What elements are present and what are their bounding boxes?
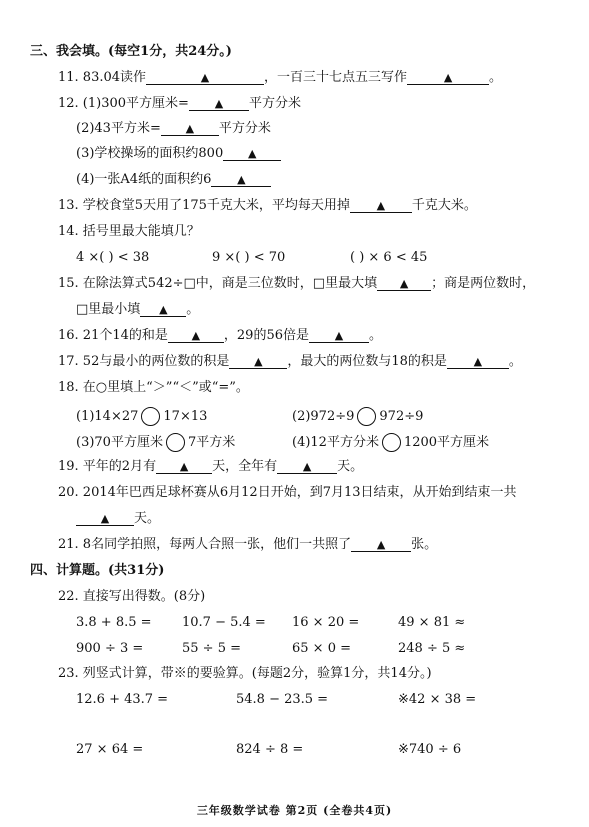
q19-text-a: 19. 平年的2月有 — [58, 459, 157, 474]
answer-blank[interactable] — [309, 328, 369, 343]
question-12-part3 — [76, 146, 281, 162]
q14-expr-1: 4 ×( ) < 38 — [76, 250, 150, 265]
q18-item-1 — [76, 407, 207, 426]
question-12-part1 — [58, 96, 301, 112]
answer-blank[interactable] — [211, 172, 271, 187]
q16-text-a: 16. 21个14的和是 — [58, 328, 168, 343]
question-15-line1 — [58, 276, 535, 292]
q11-text-a: 11. 83.04读作 — [58, 70, 147, 85]
q12-p2-text: (2)43平方米= — [76, 121, 161, 136]
answer-blank[interactable] — [189, 96, 249, 111]
question-11 — [58, 70, 502, 86]
q23-r2-c2: 824 ÷ 8 = — [236, 742, 304, 757]
q12-p2-unit: 平方分米 — [218, 121, 271, 136]
q12-p4-text: (4)一张A4纸的面积约6 — [76, 172, 212, 187]
question-19 — [58, 459, 363, 475]
q15-text-d: 。 — [186, 302, 200, 317]
question-12-part4 — [76, 172, 271, 188]
q12-p1-text: 12. (1)300平方厘米= — [58, 96, 189, 111]
compare-circle[interactable] — [141, 407, 160, 426]
q22-r2-c4: 248 ÷ 5 ≈ — [398, 641, 466, 656]
question-18-title: 18. 在○里填上“＞”“＜”或“=”。 — [58, 380, 249, 395]
q17-text-a: 17. 52与最小的两位数的积是 — [58, 354, 230, 369]
triangle-icon: ▲ — [376, 199, 386, 212]
q15-text-a: 15. 在除法算式542÷□中，商是三位数时，□里最大填 — [58, 276, 378, 291]
q17-text-c: 。 — [508, 354, 522, 369]
compare-circle[interactable] — [357, 407, 376, 426]
answer-blank[interactable] — [407, 70, 489, 85]
q14-expr-3: ( ) × 6 < 45 — [350, 250, 428, 265]
question-14-title: 14. 括号里最大能填几？ — [58, 224, 200, 239]
compare-circle[interactable] — [166, 433, 185, 452]
answer-blank[interactable] — [76, 511, 134, 526]
answer-blank[interactable] — [447, 354, 509, 369]
q17-text-b: ，最大的两位数与18的积是 — [287, 354, 447, 369]
question-23-title: 23. 列竖式计算，带※的要验算。(每题2分，验算1分，共14分。) — [58, 666, 432, 681]
q22-r2-c2: 55 ÷ 5 = — [182, 641, 241, 656]
triangle-icon: ▲ — [214, 97, 224, 110]
q23-r2-c3: ※740 ÷ 6 — [398, 742, 462, 757]
question-17 — [58, 354, 522, 370]
question-16 — [58, 328, 382, 344]
q21-text-b: 张。 — [411, 537, 438, 552]
q18-item-4 — [292, 433, 489, 452]
q22-r1-c2: 10.7 − 5.4 = — [182, 615, 266, 630]
answer-blank[interactable] — [351, 537, 411, 552]
triangle-icon: ▲ — [302, 460, 312, 473]
q14-expr-2: 9 ×( ) < 70 — [212, 250, 286, 265]
q16-text-b: ，29的56倍是 — [223, 328, 309, 343]
answer-blank[interactable] — [377, 276, 431, 291]
answer-blank[interactable] — [229, 354, 287, 369]
answer-blank[interactable] — [140, 302, 186, 317]
triangle-icon: ▲ — [200, 71, 210, 84]
q23-r1-c3: ※42 × 38 = — [398, 692, 477, 707]
triangle-icon: ▲ — [179, 460, 189, 473]
q19-text-b: 天，全年有 — [212, 459, 278, 474]
answer-blank[interactable] — [146, 70, 264, 85]
triangle-icon: ▲ — [399, 277, 409, 290]
q23-r1-c1: 12.6 + 43.7 = — [76, 692, 169, 707]
section3-title: 三、我会填。(每空1分，共24分。) — [30, 44, 232, 59]
q18-i4-left: (4)12平方分米 — [292, 435, 379, 450]
q11-text-c: 。 — [489, 70, 503, 85]
q11-text-b: ，一百三十七点五三写作 — [264, 70, 408, 85]
q15-text-c: □里最小填 — [76, 302, 141, 317]
page-footer: 三年级数学试卷 第2页 (全卷共4页) — [196, 804, 393, 817]
q12-p3-text: (3)学校操场的面积约800 — [76, 146, 224, 161]
q18-i2-left: (2)972÷9 — [292, 409, 355, 424]
question-15-line2 — [76, 302, 199, 318]
triangle-icon: ▲ — [334, 329, 344, 342]
q13-text-a: 13. 学校食堂5天用了175千克大米，平均每天用掉 — [58, 198, 350, 213]
q18-i3-left: (3)70平方厘米 — [76, 435, 163, 450]
q12-p1-unit: 平方分米 — [248, 96, 301, 111]
triangle-icon: ▲ — [237, 173, 246, 186]
question-20-line1: 20. 2014年巴西足球杯赛从6月12日开始，到7月13日结束，从开始到结束一共 — [58, 485, 517, 500]
answer-blank[interactable] — [223, 146, 281, 161]
q22-r2-c1: 900 ÷ 3 = — [76, 641, 144, 656]
q20-text-b: 天。 — [134, 511, 161, 526]
q19-text-c: 天。 — [337, 459, 364, 474]
answer-blank[interactable] — [168, 328, 224, 343]
q22-r2-c3: 65 × 0 = — [292, 641, 351, 656]
triangle-icon: ▲ — [159, 303, 168, 316]
triangle-icon: ▲ — [376, 538, 386, 551]
triangle-icon: ▲ — [185, 122, 195, 135]
q18-item-3 — [76, 433, 235, 452]
question-13 — [58, 198, 477, 214]
question-12-part2 — [76, 121, 271, 137]
q18-item-2 — [292, 407, 423, 426]
q23-r1-c2: 54.8 − 23.5 = — [236, 692, 329, 707]
q22-r1-c1: 3.8 + 8.5 = — [76, 615, 152, 630]
q16-text-c: 。 — [369, 328, 383, 343]
section4-title: 四、计算题。(共31分) — [30, 563, 165, 578]
q18-i4-right: 1200平方厘米 — [403, 435, 490, 450]
answer-blank[interactable] — [277, 459, 337, 474]
answer-blank[interactable] — [350, 198, 412, 213]
triangle-icon: ▲ — [473, 355, 483, 368]
question-20-line2 — [76, 511, 160, 527]
compare-circle[interactable] — [382, 433, 401, 452]
answer-blank[interactable] — [156, 459, 212, 474]
triangle-icon: ▲ — [191, 329, 201, 342]
q13-text-b: 千克大米。 — [411, 198, 477, 213]
question-21 — [58, 537, 437, 553]
q18-i1-left: (1)14×27 — [76, 409, 139, 424]
q21-text-a: 21. 8名同学拍照，每两人合照一张，他们一共照了 — [58, 537, 352, 552]
q22-r1-c4: 49 × 81 ≈ — [398, 615, 466, 630]
triangle-icon: ▲ — [248, 147, 257, 160]
q18-i2-right: 972÷9 — [379, 409, 424, 424]
q18-i3-right: 7平方米 — [187, 435, 236, 450]
q23-r2-c1: 27 × 64 = — [76, 742, 144, 757]
answer-blank[interactable] — [161, 121, 219, 136]
question-22-title: 22. 直接写出得数。(8分) — [58, 589, 206, 604]
triangle-icon: ▲ — [254, 355, 263, 368]
triangle-icon: ▲ — [443, 71, 453, 84]
q22-r1-c3: 16 × 20 = — [292, 615, 360, 630]
q15-text-b: ；商是两位数时， — [431, 276, 536, 291]
triangle-icon: ▲ — [100, 512, 110, 525]
q18-i1-right: 17×13 — [163, 409, 208, 424]
